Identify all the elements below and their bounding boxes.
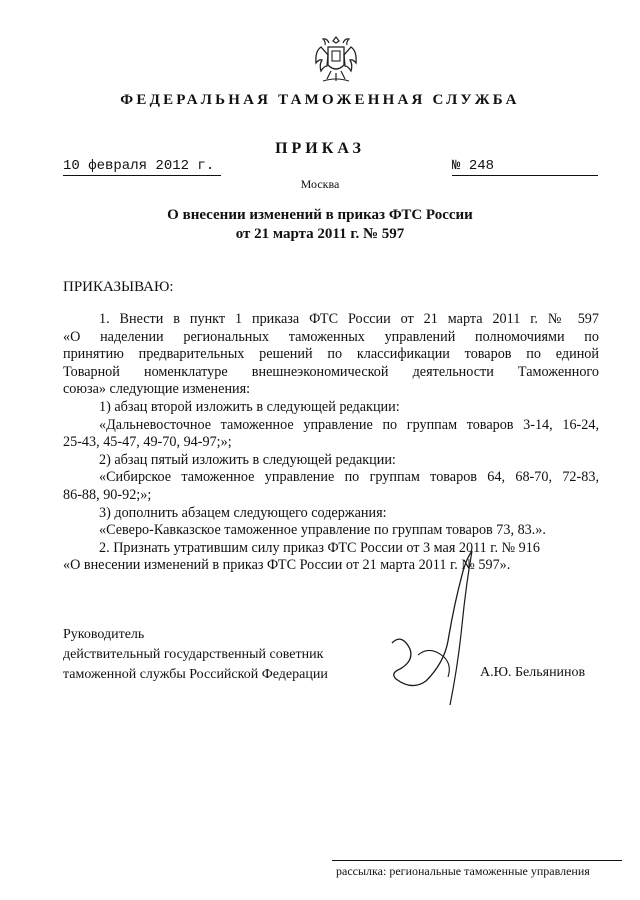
subject-line-1: О внесении изменений в приказ ФТС России bbox=[167, 207, 473, 223]
signer-title-line-1: Руководитель bbox=[63, 627, 145, 642]
signer-title-line-3: таможенной службы Российской Федерации bbox=[63, 667, 328, 682]
subitem1-text: 25-43, 45-47, 49-70, 94-97;»; bbox=[63, 434, 232, 451]
subitem2-title: 2) абзац пятый изложить в следующей редакции: bbox=[99, 451, 396, 468]
order-number-field bbox=[452, 158, 598, 176]
item1-line: союза» следующие изменения: bbox=[63, 381, 251, 398]
signer-name: А.Ю. Бельянинов bbox=[480, 665, 586, 680]
subitem3-title: 3) дополнить абзацем следующего содержания: bbox=[99, 504, 387, 521]
subitem1-title: 1) абзац второй изложить в следующей редакции: bbox=[99, 398, 400, 415]
document-type: ПРИКАЗ bbox=[275, 140, 365, 157]
item1-line: «О наделении региональных таможенных управлений полномочиями по bbox=[63, 328, 599, 345]
agency-name: ФЕДЕРАЛЬНАЯ ТАМОЖЕННАЯ СЛУЖБА bbox=[120, 92, 520, 108]
city: Москва bbox=[300, 177, 340, 191]
distribution-note: рассылка: региональные таможенные управления bbox=[336, 864, 590, 878]
handwritten-signature-icon bbox=[378, 545, 508, 715]
item1-line: Товарной номенклатуре внешнеэкономической деятельности Таможенного bbox=[63, 363, 599, 380]
item2-line: 2. Признать утратившим силу приказ ФТС России от 3 мая 2011 г. № 916 bbox=[99, 539, 540, 556]
order-subject bbox=[0, 206, 640, 244]
signer-title-block bbox=[63, 625, 328, 685]
subitem2-text: 86-88, 90-92;»; bbox=[63, 486, 152, 503]
item2-line: «О внесении изменений в приказ ФТС России от 21 марта 2011 г. № 597». bbox=[63, 557, 511, 574]
distribution-divider bbox=[332, 860, 622, 861]
subitem2-text: «Сибирское таможенное управление по группам товаров 64, 68-70, 72-83, bbox=[99, 469, 599, 486]
russian-coat-of-arms-icon bbox=[313, 33, 359, 85]
decree-heading: ПРИКАЗЫВАЮ: bbox=[63, 279, 174, 295]
item1-line: принятию предварительных решений по классификации товаров по единой bbox=[63, 346, 599, 363]
signer-title-line-2: действительный государственный советник bbox=[63, 647, 324, 662]
subitem1-text: «Дальневосточное таможенное управление по группам товаров 3-14, 16-24, bbox=[99, 416, 599, 433]
order-date: 10 февраля 2012 г. bbox=[63, 158, 221, 176]
subitem3-text: «Северо-Кавказское таможенное управление по группам товаров 73, 83.». bbox=[99, 522, 546, 539]
number-label: № bbox=[452, 158, 461, 174]
subject-line-2: от 21 марта 2011 г. № 597 bbox=[235, 226, 405, 242]
item1-line: 1. Внести в пункт 1 приказа ФТС России от 21 марта 2011 г. № 597 bbox=[99, 311, 599, 327]
order-body bbox=[63, 311, 599, 575]
order-number: 248 bbox=[468, 158, 495, 174]
